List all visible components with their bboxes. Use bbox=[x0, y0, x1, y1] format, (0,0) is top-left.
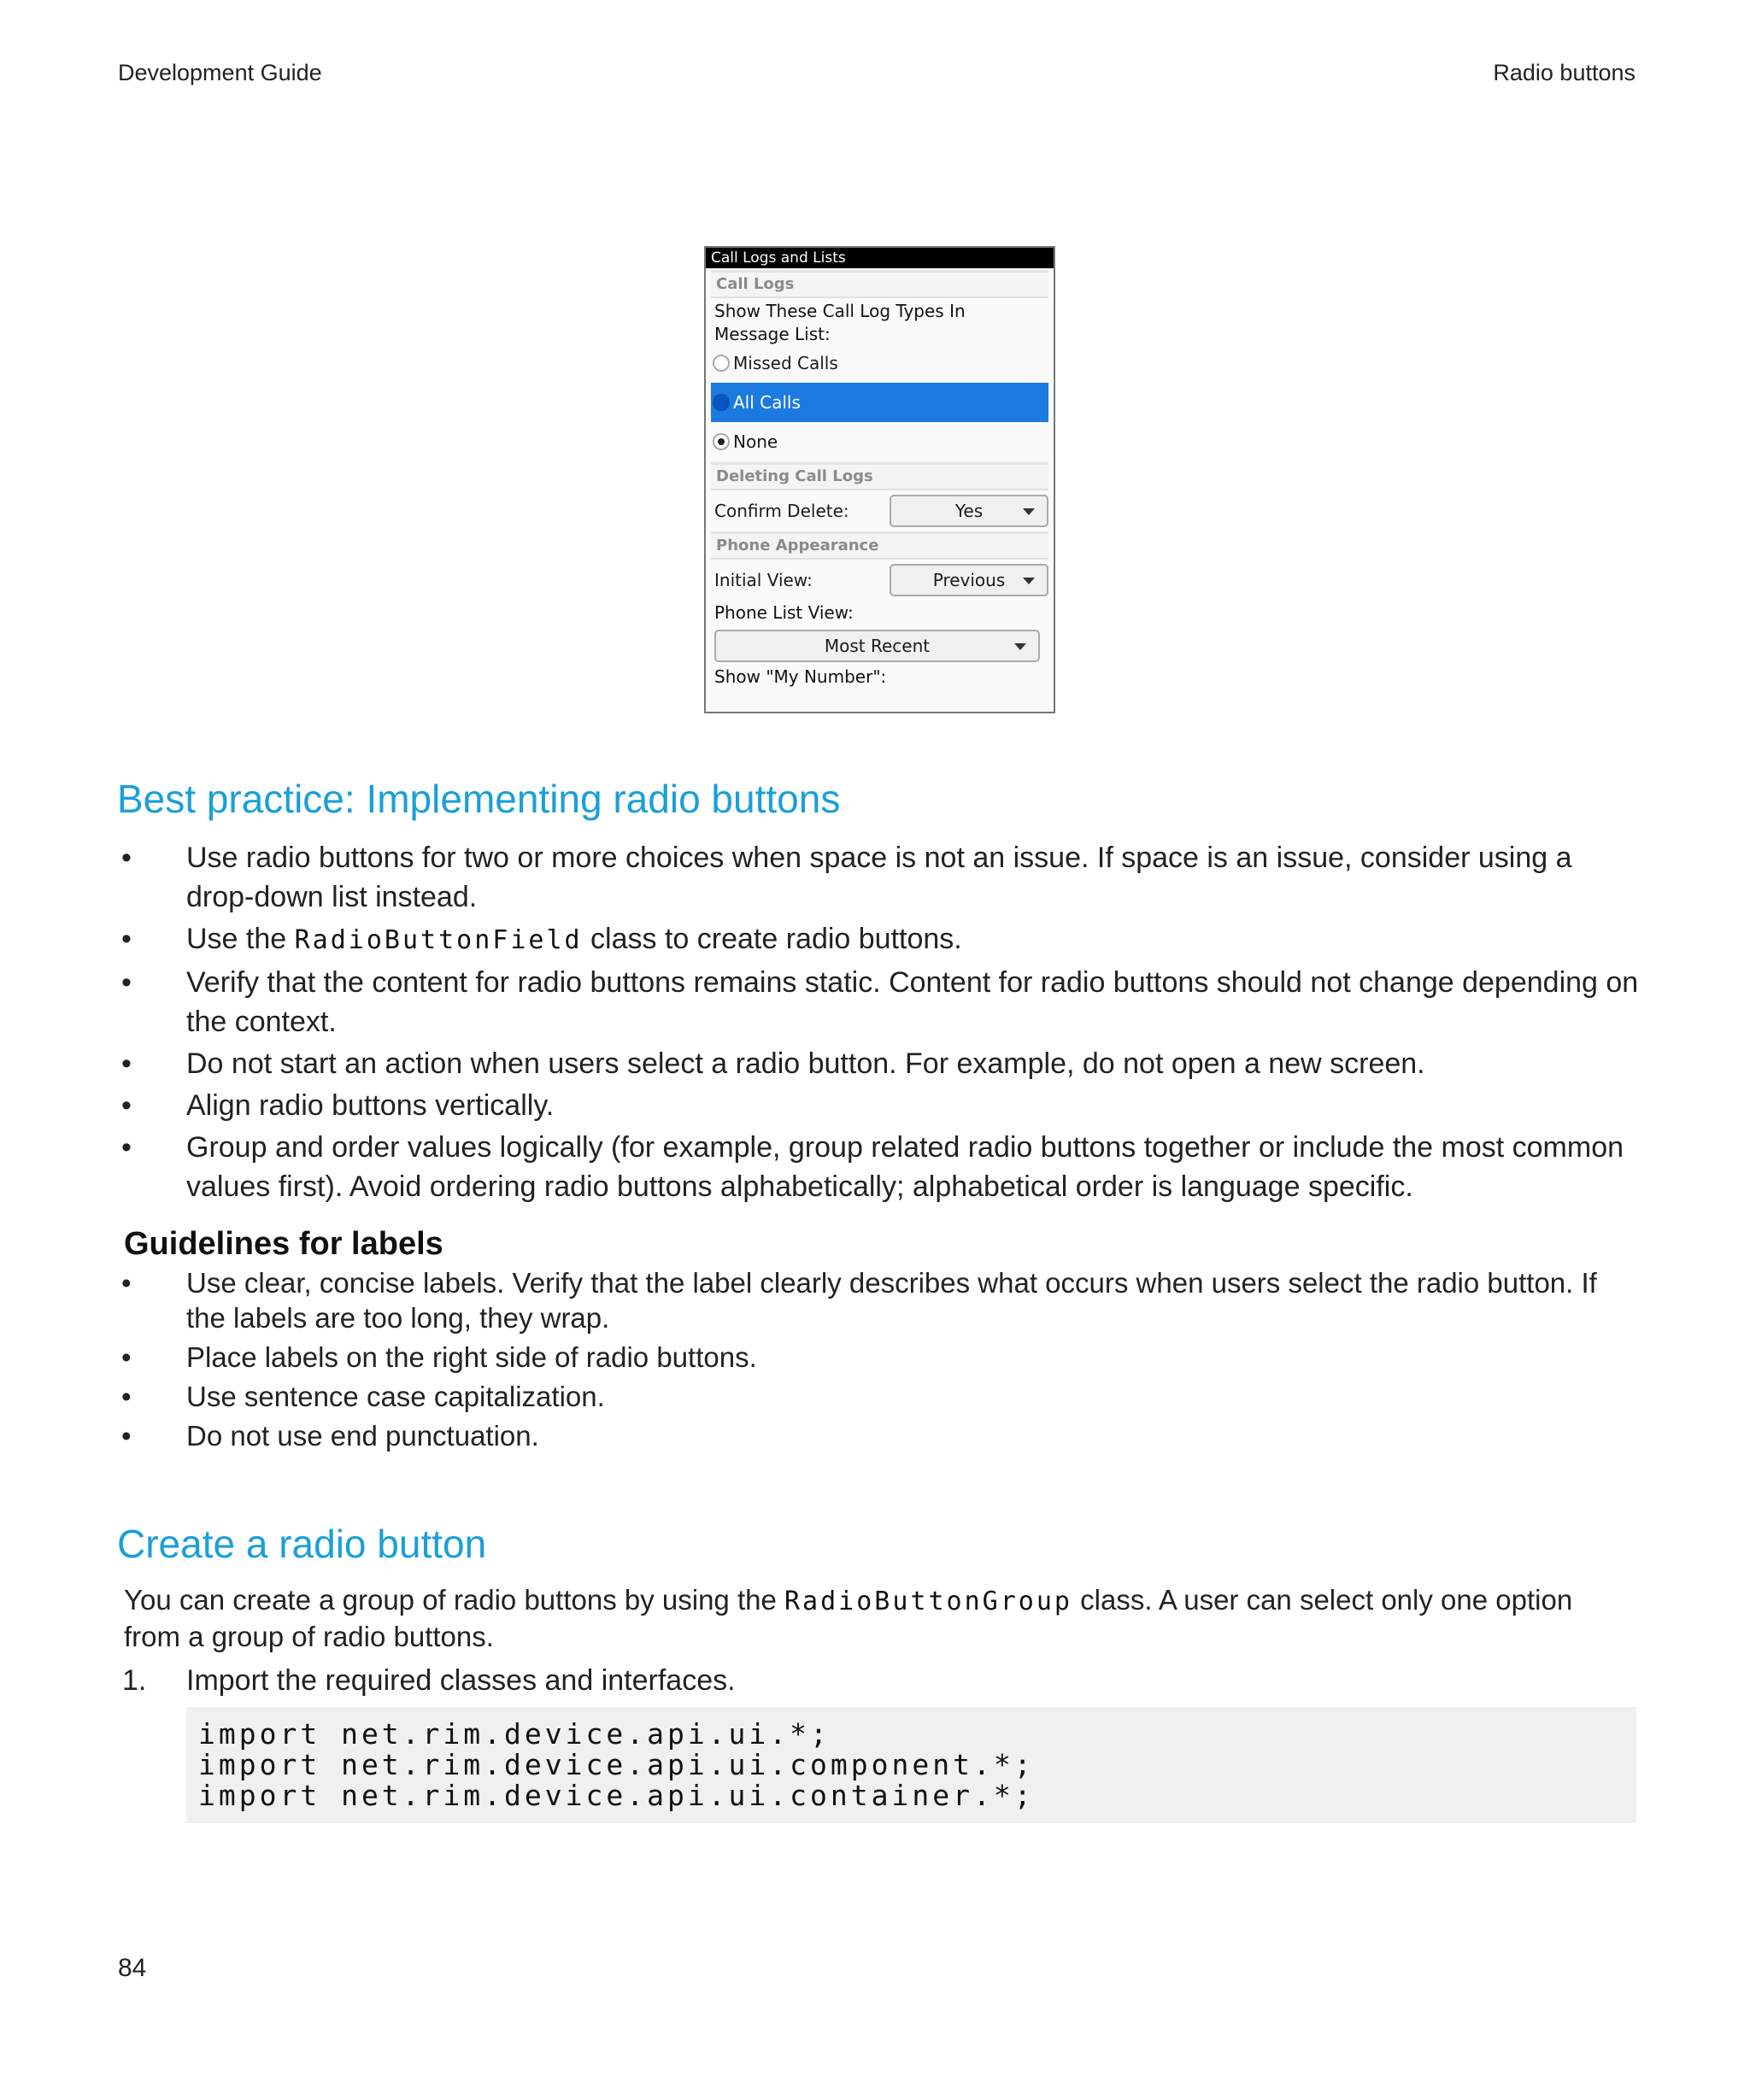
text-span: Use the bbox=[186, 923, 295, 955]
chevron-down-icon bbox=[1014, 643, 1026, 650]
list-item: • Place labels on the right side of radio buttons. bbox=[118, 1340, 1639, 1375]
page-number: 84 bbox=[118, 1954, 147, 1982]
text-span: You can create a group of radio buttons by using the bbox=[124, 1584, 784, 1616]
create-intro-paragraph bbox=[124, 1582, 1636, 1654]
dropdown-value: Most Recent bbox=[824, 636, 931, 656]
radio-label: All Calls bbox=[733, 392, 801, 413]
text-span: class. A user can select only one option from a group of radio buttons. bbox=[124, 1584, 1573, 1652]
phone-appearance-heading: Phone Appearance bbox=[711, 534, 1048, 560]
step-text: Import the required classes and interfaces. bbox=[186, 1664, 736, 1697]
screen-title-bar: Call Logs and Lists bbox=[706, 248, 1054, 268]
chevron-down-icon bbox=[1023, 508, 1035, 515]
radio-selected-icon bbox=[713, 433, 730, 450]
phone-list-view-dropdown[interactable] bbox=[714, 630, 1040, 662]
prompt-line-1: Show These Call Log Types In bbox=[714, 301, 966, 321]
radio-all-calls[interactable] bbox=[711, 383, 1048, 422]
list-item bbox=[118, 919, 1639, 960]
labels-list bbox=[118, 1265, 1639, 1458]
radio-missed-calls[interactable] bbox=[711, 346, 1048, 380]
radio-unselected-icon bbox=[713, 355, 730, 372]
deleting-call-logs-section bbox=[711, 462, 1048, 531]
list-item: • Verify that the content for radio buttons remains static. Content for radio buttons should not change depending on the context. bbox=[118, 963, 1639, 1041]
call-logs-heading: Call Logs bbox=[711, 273, 1048, 298]
code-line: import net.rim.device.api.ui.container.*; bbox=[198, 1779, 1035, 1812]
radio-none[interactable] bbox=[711, 425, 1048, 459]
labels-heading: Guidelines for labels bbox=[124, 1226, 443, 1262]
code-line: import net.rim.device.api.ui.*; bbox=[198, 1717, 831, 1751]
step-number: 1. bbox=[122, 1664, 147, 1697]
best-practice-list bbox=[118, 838, 1639, 1209]
initial-view-dropdown[interactable] bbox=[890, 564, 1048, 596]
phone-list-view-label: Phone List View: bbox=[714, 602, 854, 623]
radio-label: None bbox=[733, 431, 778, 452]
list-item: • Use radio buttons for two or more choices when space is not an issue. If space is an issue, consider using a drop-down list instead. bbox=[118, 838, 1639, 917]
device-screenshot-figure bbox=[704, 246, 1055, 713]
running-header-left: Development Guide bbox=[118, 60, 322, 85]
show-my-number-label: Show "My Number": bbox=[714, 666, 887, 687]
best-practice-heading: Best practice: Implementing radio buttons bbox=[117, 777, 841, 821]
chevron-down-icon bbox=[1023, 578, 1035, 584]
text-span: class to create radio buttons. bbox=[582, 923, 962, 955]
call-logs-section bbox=[711, 270, 1048, 459]
inline-code: RadioButtonField bbox=[294, 925, 583, 955]
initial-view-label: Initial View: bbox=[714, 570, 813, 590]
code-line: import net.rim.device.api.ui.component.*; bbox=[198, 1748, 1035, 1781]
deleting-call-logs-heading: Deleting Call Logs bbox=[711, 465, 1048, 490]
list-item: • Align radio buttons vertically. bbox=[118, 1086, 1639, 1125]
list-item: • Do not start an action when users select a radio button. For example, do not open a new screen. bbox=[118, 1044, 1639, 1083]
confirm-delete-row bbox=[711, 490, 1048, 531]
dropdown-value: Yes bbox=[954, 501, 984, 521]
list-item: • Use sentence case capitalization. bbox=[118, 1379, 1639, 1414]
confirm-delete-dropdown[interactable] bbox=[890, 495, 1048, 527]
list-item: • Do not use end punctuation. bbox=[118, 1418, 1639, 1453]
create-radio-button-heading: Create a radio button bbox=[117, 1522, 487, 1566]
inline-code: RadioButtonGroup bbox=[784, 1587, 1072, 1616]
step-1 bbox=[122, 1664, 736, 1698]
radio-label: Missed Calls bbox=[733, 353, 838, 373]
phone-appearance-section bbox=[711, 531, 1048, 689]
list-item: • Group and order values logically (for example, group related radio buttons together or include the most common values first). Avoid ordering radio buttons alphabetically; alphabetical order is language specific. bbox=[118, 1128, 1639, 1206]
initial-view-row bbox=[711, 560, 1048, 601]
dropdown-value: Previous bbox=[932, 570, 1006, 590]
list-item: • Use clear, concise labels. Verify that the label clearly describes what occurs when users select the radio button. If the labels are too long, they wrap. bbox=[118, 1265, 1639, 1335]
code-block bbox=[186, 1707, 1636, 1823]
prompt-line-2: Message List: bbox=[714, 324, 831, 344]
running-header-right: Radio buttons bbox=[1493, 60, 1635, 85]
confirm-delete-label: Confirm Delete: bbox=[714, 501, 849, 521]
radio-focused-icon bbox=[713, 394, 730, 411]
